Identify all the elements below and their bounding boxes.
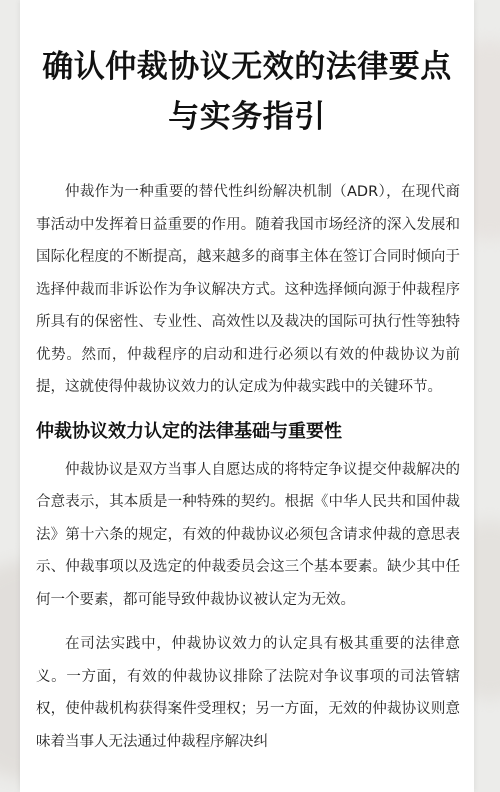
section-paragraph-2: 在司法实践中，仲裁协议效力的认定具有极其重要的法律意义。一方面，有效的仲裁协议排除了法院对争议事项的司法管辖权，使仲裁机构获得案件受理权；另一方面，无效的仲裁协议则意味着当事人无法通过仲裁程序解决纠 (36, 636, 460, 750)
document-body (20, 142, 474, 758)
section-paragraph-1: 仲裁协议是双方当事人自愿达成的将特定争议提交仲裁解决的合意表示，其本质是一种特殊的契约。根据《中华人民共和国仲裁法》第十六条的规定，有效的仲裁协议必须包含请求仲裁的意思表示、仲裁事项以及选定的仲裁委员会这三个基本要素。缺少其中任何一个要素，都可能导致仲裁协议被认定为无效。 (36, 461, 460, 608)
title-line-2: 与实务指引 (168, 99, 326, 135)
section-heading: 仲裁协议效力认定的法律基础与重要性 (36, 420, 342, 442)
document-title (20, 42, 474, 142)
title-line-1: 确认仲裁协议无效的法律要点 (42, 49, 452, 85)
document-page (20, 0, 474, 792)
intro-paragraph: 仲裁作为一种重要的替代性纠纷解决机制（ADR），在现代商事活动中发挥着日益重要的作用。随着我国市场经济的深入发展和国际化程度的不断提高，越来越多的商事主体在签订合同时倾向于选择仲裁而非诉讼作为争议解决方式。这种选择倾向源于仲裁程序所具有的保密性、专业性、高效性以及裁决的国际可执行性等独特优势。然而，仲裁程序的启动和进行必须以有效的仲裁协议为前提，这就使得仲裁协议效力的认定成为仲裁实践中的关键环节。 (36, 184, 460, 395)
